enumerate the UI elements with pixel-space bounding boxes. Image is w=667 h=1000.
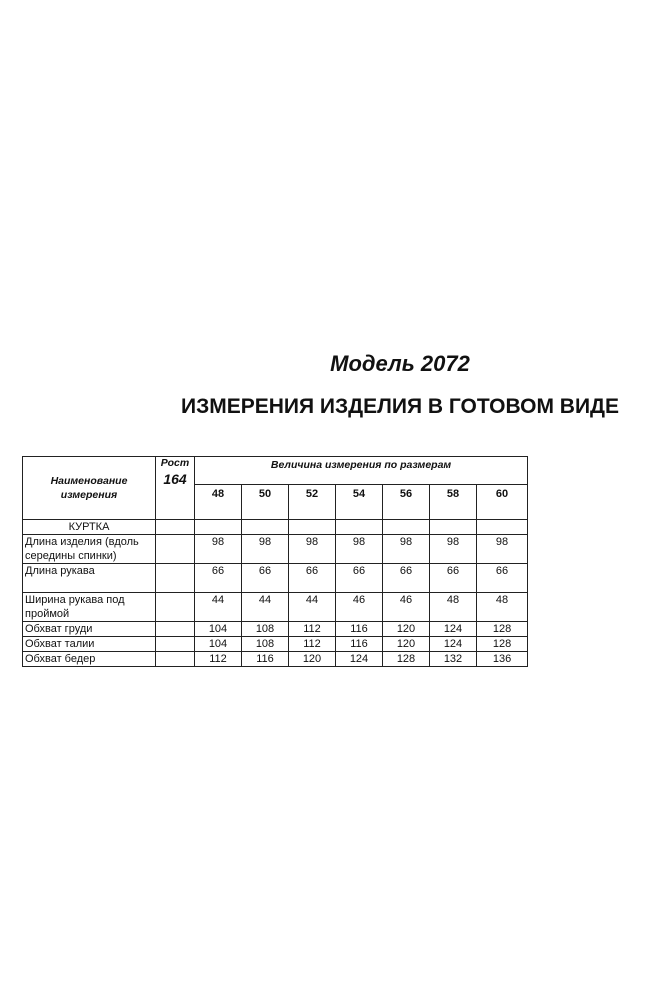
table-row: [23, 622, 528, 637]
measurement-name: Обхват груди: [23, 622, 156, 637]
measurement-value: 120: [289, 652, 336, 667]
measurement-value: 124: [336, 652, 383, 667]
measurement-value: 66: [336, 564, 383, 593]
empty-cell: [242, 520, 289, 535]
measurement-value: 120: [383, 622, 430, 637]
measurement-value: 44: [289, 593, 336, 622]
measurement-value: 112: [289, 622, 336, 637]
measurement-value: 104: [195, 637, 242, 652]
size-header: 60: [477, 485, 528, 520]
name-column-header: Наименование измерения: [23, 457, 156, 520]
measurement-value: 46: [336, 593, 383, 622]
empty-cell: [156, 535, 195, 564]
empty-cell: [195, 520, 242, 535]
measurement-value: 66: [430, 564, 477, 593]
measurement-name: Длина рукава: [23, 564, 156, 593]
size-header: 52: [289, 485, 336, 520]
measurement-value: 98: [430, 535, 477, 564]
measurement-value: 66: [383, 564, 430, 593]
measurement-value: 124: [430, 622, 477, 637]
size-header: 56: [383, 485, 430, 520]
size-group-header: Величина измерения по размерам: [195, 457, 528, 485]
measurement-value: 98: [242, 535, 289, 564]
height-value: 164: [163, 471, 187, 487]
measurement-name: Ширина рукава под проймой: [23, 593, 156, 622]
empty-cell: [156, 622, 195, 637]
document-title: ИЗМЕРЕНИЯ ИЗДЕЛИЯ В ГОТОВОМ ВИДЕ: [180, 395, 620, 418]
model-title: Модель 2072: [330, 351, 470, 376]
measurement-value: 132: [430, 652, 477, 667]
measurement-value: 116: [336, 637, 383, 652]
empty-cell: [477, 520, 528, 535]
measurement-value: 48: [477, 593, 528, 622]
measurement-value: 44: [195, 593, 242, 622]
measurement-value: 136: [477, 652, 528, 667]
size-header: 54: [336, 485, 383, 520]
measurement-value: 98: [289, 535, 336, 564]
measurement-value: 66: [477, 564, 528, 593]
size-header: 58: [430, 485, 477, 520]
measurement-value: 98: [477, 535, 528, 564]
height-label: Рост: [160, 457, 190, 469]
measurement-value: 120: [383, 637, 430, 652]
empty-cell: [336, 520, 383, 535]
section-label: КУРТКА: [23, 520, 156, 535]
measurement-value: 124: [430, 637, 477, 652]
empty-cell: [156, 520, 195, 535]
empty-cell: [156, 593, 195, 622]
table-row: [23, 637, 528, 652]
table-row: [23, 593, 528, 622]
measurement-name: Обхват бедер: [23, 652, 156, 667]
measurement-value: 98: [336, 535, 383, 564]
measurement-value: 66: [242, 564, 289, 593]
empty-cell: [156, 652, 195, 667]
empty-cell: [430, 520, 477, 535]
measurement-value: 108: [242, 637, 289, 652]
measurement-value: 112: [289, 637, 336, 652]
measurement-name: Длина изделия (вдоль середины спинки): [23, 535, 156, 564]
measurement-value: 98: [195, 535, 242, 564]
empty-cell: [289, 520, 336, 535]
measurement-value: 44: [242, 593, 289, 622]
section-row: [23, 520, 528, 535]
empty-cell: [156, 564, 195, 593]
header-row: [23, 457, 528, 485]
measurement-value: 112: [195, 652, 242, 667]
measurement-value: 104: [195, 622, 242, 637]
empty-cell: [156, 637, 195, 652]
measurement-value: 128: [477, 637, 528, 652]
table-row: [23, 535, 528, 564]
height-header: [156, 457, 195, 520]
measurement-value: 128: [383, 652, 430, 667]
measurement-value: 48: [430, 593, 477, 622]
size-header: 50: [242, 485, 289, 520]
measurement-table: [22, 456, 528, 667]
measurement-value: 108: [242, 622, 289, 637]
measurement-name: Обхват талии: [23, 637, 156, 652]
size-header: 48: [195, 485, 242, 520]
measurement-value: 66: [289, 564, 336, 593]
measurement-value: 46: [383, 593, 430, 622]
empty-cell: [383, 520, 430, 535]
table-row: [23, 652, 528, 667]
measurement-value: 98: [383, 535, 430, 564]
measurement-value: 66: [195, 564, 242, 593]
table-row: [23, 564, 528, 593]
measurement-value: 116: [242, 652, 289, 667]
measurement-value: 116: [336, 622, 383, 637]
measurement-value: 128: [477, 622, 528, 637]
